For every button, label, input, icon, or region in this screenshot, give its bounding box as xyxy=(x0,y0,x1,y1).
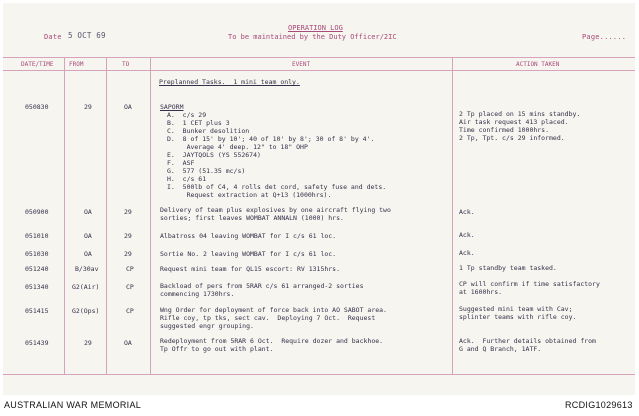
event-line: Sortie No. 2 leaving WOMBAT for I c/s 61 loc. xyxy=(160,250,337,258)
event-line: H. c/s 61 xyxy=(167,175,207,183)
action-line: Ack. Further details obtained from xyxy=(459,337,596,345)
row-time: 051340 xyxy=(25,283,49,291)
event-line: sorties; first leaves WOMBAT ANNALN (1000) hrs. xyxy=(160,214,344,222)
date-label: Date xyxy=(44,33,62,41)
event-line: Backload of pers from 5RAR c/s 61 arranged-2 sorties xyxy=(160,282,364,290)
event-line: C. Bunker desolition xyxy=(167,127,250,135)
action-line: splinter teams with rifle coy. xyxy=(459,313,577,321)
action-line: Ack. xyxy=(459,208,475,216)
row-time: 051030 xyxy=(25,250,49,258)
action-line: G and Q Branch, 1ATF. xyxy=(459,345,542,353)
action-line: CP will confirm if time satisfactory xyxy=(459,280,600,288)
event-line: Preplanned Tasks. 1 mini team only. xyxy=(159,78,300,86)
row-to: OA xyxy=(124,103,132,111)
action-line: Ack. xyxy=(459,249,475,257)
row-from: G2(Air) xyxy=(72,283,100,291)
page-number-label: Page...... xyxy=(582,33,627,41)
row-from: B/30av xyxy=(75,265,99,273)
row-time: 051415 xyxy=(25,307,49,315)
event-line: Wng Order for deployment of force back into AO SABOT area. xyxy=(160,306,387,314)
event-line: I. 500lb of C4, 4 rolls det cord, safety fuse and dets. xyxy=(167,183,387,191)
footer-archive-credit: AUSTRALIAN WAR MEMORIAL xyxy=(4,400,142,410)
action-line: 2 Tp, Tpt. c/s 29 informed. xyxy=(459,134,565,142)
row-to: CP xyxy=(126,307,134,315)
event-line: Average 4' deep. 12" to 18" OHP xyxy=(167,143,308,151)
page-subtitle: To be maintained by the Duty Officer/2IC xyxy=(228,33,397,41)
column-header-to: TO xyxy=(122,61,130,68)
column-divider xyxy=(150,57,151,374)
row-to: 29 xyxy=(124,232,132,240)
column-header-from: FROM xyxy=(69,61,84,68)
action-line: Air task request 413 placed. xyxy=(459,118,569,126)
column-header-event: EVENT xyxy=(292,61,311,68)
action-line: Ack. xyxy=(459,231,475,239)
event-line: Request extraction at Q+13 (1000hrs). xyxy=(167,191,332,199)
row-time: 051240 xyxy=(25,265,49,273)
column-divider xyxy=(452,57,453,374)
column-header-date-time: DATE/TIME xyxy=(21,61,54,68)
column-divider xyxy=(64,57,65,374)
event-line: D. 8 of 15' by 10'; 40 of 10' by 8'; 30 of 8' by 4'. xyxy=(167,135,375,143)
table-bottom-rule xyxy=(3,374,635,375)
event-line: Albatross 04 leaving WOMBAT for I c/s 61 loc. xyxy=(160,232,337,240)
row-from: OA xyxy=(84,208,92,216)
row-from: 29 xyxy=(84,103,92,111)
header-bottom-rule xyxy=(3,70,635,71)
row-to: 29 xyxy=(124,208,132,216)
date-value: 5 OCT 69 xyxy=(68,31,106,40)
row-time: 051010 xyxy=(25,232,49,240)
row-from: OA xyxy=(84,232,92,240)
action-line: Suggested mini team with Cav; xyxy=(459,305,573,313)
row-from: G2(Ops) xyxy=(72,307,100,315)
page-title: OPERATION LOG xyxy=(288,24,343,32)
row-to: 29 xyxy=(124,250,132,258)
row-from: 29 xyxy=(84,339,92,347)
action-line: 2 Tp placed on 15 mins standby. xyxy=(459,110,581,118)
table-top-rule xyxy=(3,57,635,58)
action-line: at 1600hrs. xyxy=(459,288,503,296)
event-line: Rifle coy, tp tks, sect cav. Deploying 7 Oct. Request xyxy=(160,314,376,322)
row-to: OA xyxy=(124,339,132,347)
event-line: Tp Offr to go out with plant. xyxy=(160,345,274,353)
action-line: 1 Tp standby team tasked. xyxy=(459,264,557,272)
column-header-action-taken: ACTION TAKEN xyxy=(516,61,560,68)
column-divider xyxy=(106,57,107,374)
event-line: E. JAYTQOLS (YS 552674) xyxy=(167,151,261,159)
event-line: commencing 1730hrs. xyxy=(160,290,235,298)
row-time: 051439 xyxy=(25,339,49,347)
event-line: B. 1 CET plus 3 xyxy=(167,119,230,127)
event-line: suggested engr grouping. xyxy=(160,322,254,330)
row-to: CP xyxy=(126,265,134,273)
row-from: OA xyxy=(84,250,92,258)
row-to: CP xyxy=(126,283,134,291)
event-line: Redeployment from 5RAR 6 Oct. Require dozer and backhoe. xyxy=(160,337,384,345)
event-line: SAPORM xyxy=(160,103,184,111)
event-line: F. ASF xyxy=(167,159,195,167)
action-line: Time confirmed 1000hrs. xyxy=(459,126,550,134)
row-time: 050900 xyxy=(25,208,49,216)
event-line: G. 577 (51.35 mc/s) xyxy=(167,167,246,175)
event-line: A. c/s 29 xyxy=(167,111,207,119)
event-line: Request mini team for QL15 escort: RV 1315hrs. xyxy=(160,265,341,273)
footer-record-id: RCDIG1029613 xyxy=(565,400,633,410)
event-line: Delivery of team plus explosives by one aircraft flying two xyxy=(160,206,391,214)
row-time: 050830 xyxy=(25,103,49,111)
